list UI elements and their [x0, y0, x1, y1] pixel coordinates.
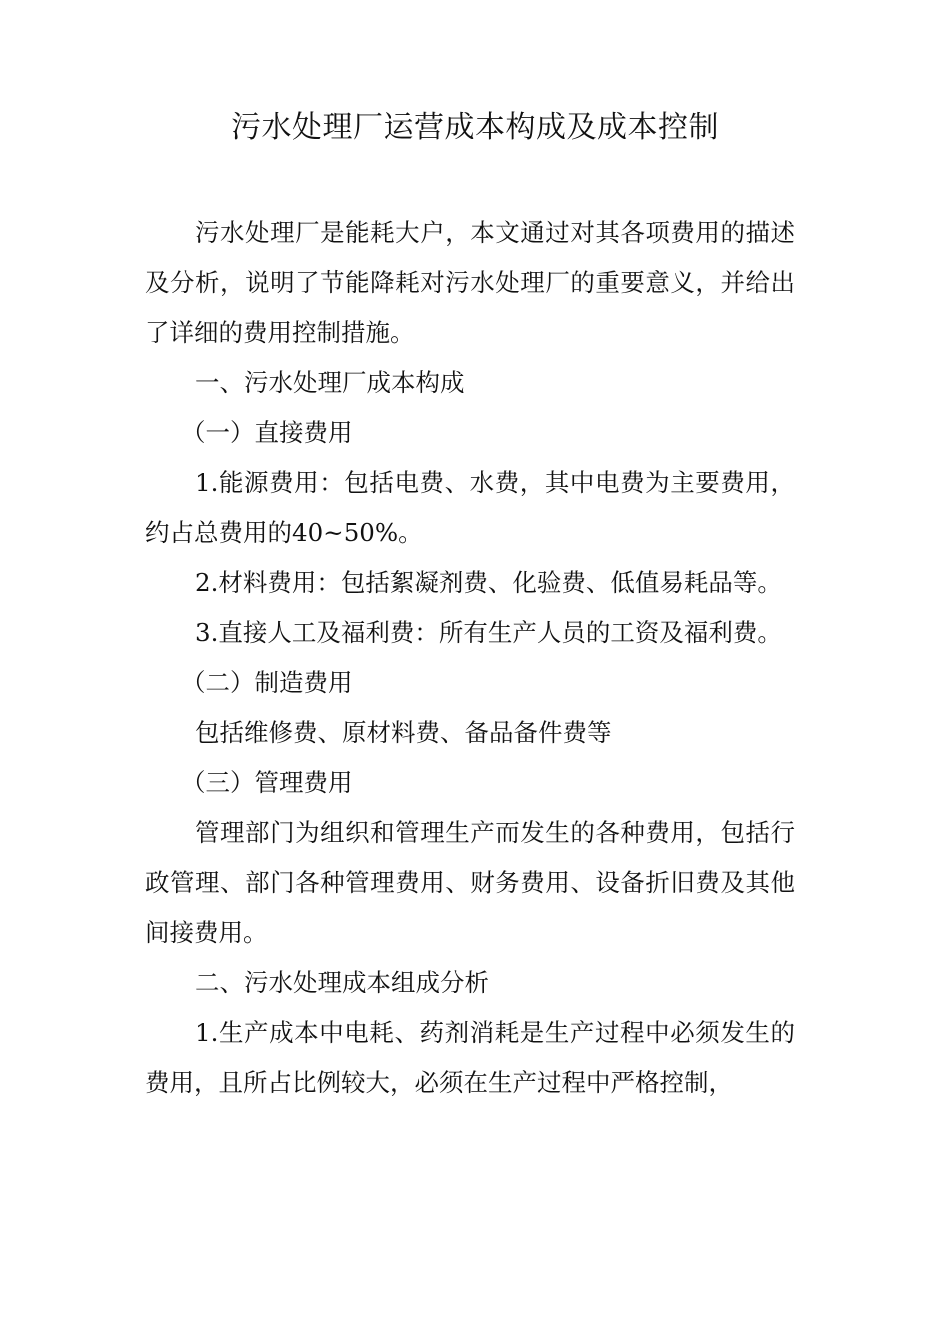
- list-item-production-costs: 1.生产成本中电耗、药剂消耗是生产过程中必须发生的费用，且所占比例较大，必须在生产过程中严格控制，: [145, 1018, 795, 1097]
- list-item-labor-costs: 3.直接人工及福利费：所有生产人员的工资及福利费。: [195, 618, 782, 647]
- document-body: [145, 208, 795, 1108]
- section-heading-cost-analysis: 二、污水处理成本组成分析: [195, 968, 489, 997]
- subsection-heading-manufacturing-costs: （二）制造费用: [181, 668, 353, 697]
- section-heading-cost-composition: 一、污水处理厂成本构成: [195, 368, 465, 397]
- management-costs-paragraph: 管理部门为组织和管理生产而发生的各种费用，包括行政管理、部门各种管理费用、财务费用、设备折旧费及其他间接费用。: [145, 818, 795, 947]
- intro-paragraph: 污水处理厂是能耗大户，本文通过对其各项费用的描述及分析，说明了节能降耗对污水处理厂的重要意义，并给出了详细的费用控制措施。: [145, 218, 795, 347]
- document-title: 污水处理厂运营成本构成及成本控制: [231, 110, 719, 145]
- list-item-energy-costs: 1.能源费用：包括电费、水费，其中电费为主要费用，约占总费用的40~50%。: [145, 468, 795, 547]
- manufacturing-costs-paragraph: 包括维修费、原材料费、备品备件费等: [195, 718, 612, 747]
- subsection-heading-management-costs: （三）管理费用: [181, 768, 353, 797]
- subsection-heading-direct-costs: （一）直接费用: [181, 418, 353, 447]
- list-item-material-costs: 2.材料费用：包括絮凝剂费、化验费、低值易耗品等。: [195, 568, 782, 597]
